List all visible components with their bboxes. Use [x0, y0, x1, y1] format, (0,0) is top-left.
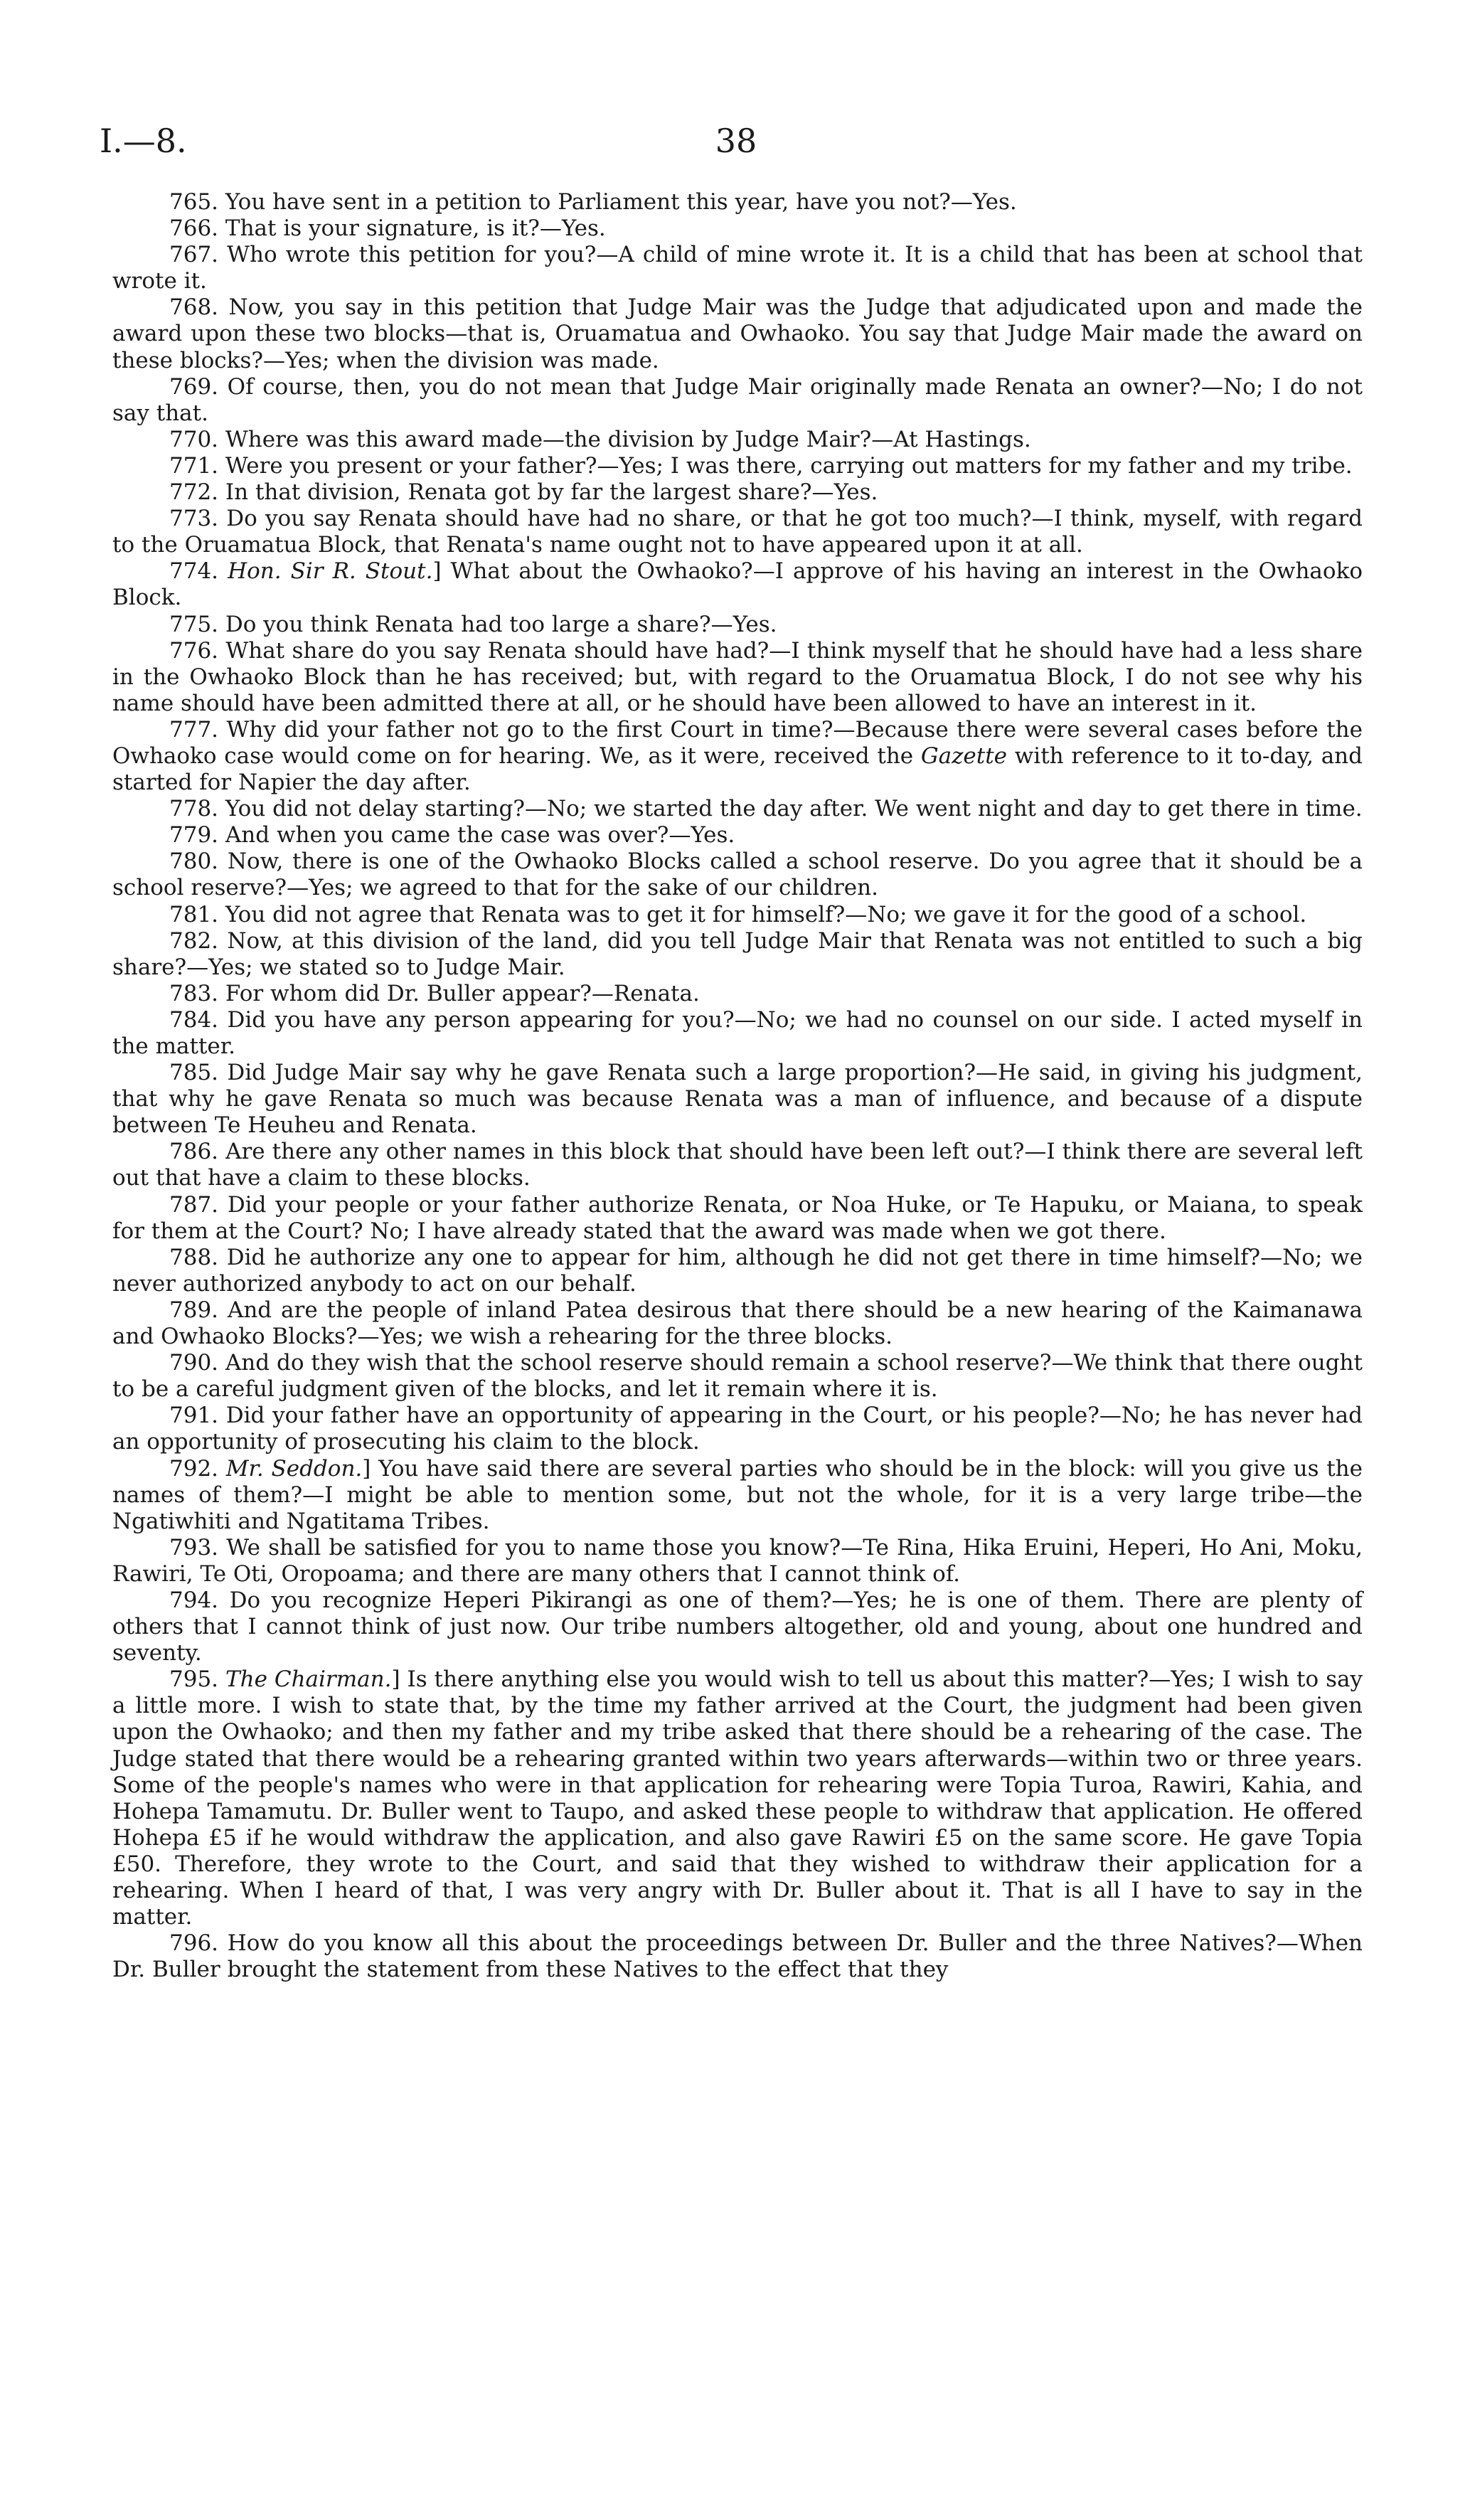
- paragraph-number: 767.: [169, 242, 219, 268]
- answer-text: —When Dr. Buller brought the statement from these Natives to the effect that they: [112, 1930, 1363, 1983]
- answer-text: —No; he has never had an opportunity of prosecuting his claim to the block.: [112, 1403, 1363, 1455]
- paragraph-number: 788.: [169, 1244, 219, 1270]
- paragraph: [112, 506, 1363, 558]
- paragraph-number: 766.: [169, 216, 219, 242]
- question-text: Now, there is one of the Owhaoko Blocks called a school reserve. Do you agree that it should be a school reserve?: [112, 849, 1363, 901]
- answer-text: —No; we never authorized anybody to act on our behalf.: [112, 1244, 1363, 1297]
- paragraph: [112, 612, 1363, 638]
- paragraph-number: 785.: [169, 1060, 219, 1086]
- paragraph: [112, 479, 1363, 506]
- paragraph: [112, 1007, 1363, 1060]
- answer-text: —Yes; we stated so to Judge Mair.: [186, 954, 565, 980]
- paragraph-number: 770.: [169, 426, 219, 452]
- question-text: Of course, then, you do not mean that Judge Mair originally made Renata an owner?: [227, 373, 1202, 400]
- question-text: Do you recognize Heperi Pikirangi as one of them?: [229, 1587, 832, 1613]
- answer-text: —A child of mine wrote it. It is a child that has been at school that wrote it.: [112, 242, 1363, 294]
- answer-text: —I think myself that he should have had a less share in the Owhaoko Block than he has received; but, with regard to the Oruamatua Block, I do not see why his name should have been admitted there at all, or he should have been allowed to have an interest in it.: [112, 637, 1363, 716]
- paragraph: [112, 638, 1363, 717]
- answer-text: —Yes; I was there, carrying out matters for my father and my tribe.: [597, 452, 1353, 479]
- answer-text: —Yes.: [811, 479, 878, 506]
- question-text: For whom did Dr. Buller appear?: [225, 980, 592, 1006]
- paragraph: [112, 1666, 1363, 1930]
- question-text: You did not delay starting?: [225, 796, 525, 822]
- paragraph-number: 775.: [169, 611, 219, 637]
- answer-text: —Yes; we wish a rehearing for the three blocks.: [357, 1324, 893, 1350]
- paragraph: [112, 427, 1363, 453]
- paragraph-number: 776.: [169, 637, 219, 664]
- paragraph: [112, 1245, 1363, 1297]
- answer-text: —No; I do not say that.: [112, 373, 1363, 426]
- paragraph-number: 768.: [169, 294, 219, 321]
- paragraph: [112, 558, 1363, 611]
- question-text: Do you think Renata had too large a share?: [225, 611, 711, 637]
- paragraph: [112, 1192, 1363, 1245]
- paragraph: [112, 1297, 1363, 1350]
- paragraph: [112, 242, 1363, 294]
- answer-text: —I think there are several left out that have a claim to these blocks.: [112, 1139, 1363, 1191]
- answer-text: —At Hastings.: [871, 426, 1031, 452]
- question-text: Were you present or your father?: [225, 452, 597, 479]
- page-header: [100, 119, 1373, 162]
- page-number: 38: [715, 122, 757, 160]
- question-text: Did your father have an opportunity of appearing in the Court, or his people?: [225, 1403, 1099, 1429]
- answer-text: —Because there were several cases before the Owhaoko case would come on for hearing. We, as it were, received the: [112, 716, 1363, 769]
- paragraph: [112, 1060, 1363, 1139]
- paragraph-number: 779.: [169, 822, 219, 849]
- question-text: Now, at this division of the land, did you tell Judge Mair that Renata was not entitled to such a big share?: [112, 927, 1363, 980]
- speaker-name: The Chairman.: [225, 1666, 392, 1693]
- paragraph: [112, 1403, 1363, 1455]
- document-code: I.—8.: [100, 122, 187, 160]
- question-text: Now, you say in this petition that Judge Mair was the Judge that adjudicated upon and made the award upon these two blocks—that is, Oruamatua and Owhaoko. You say that Judge Mair made the award on these blocks?: [112, 294, 1363, 373]
- answer-text: —Yes.: [710, 611, 777, 637]
- answer-continuation: with reference to it to-day, and started for Napier the day after.: [112, 743, 1363, 796]
- paragraph-number: 792.: [169, 1455, 219, 1482]
- paragraph-number: 771.: [169, 452, 219, 479]
- document-body: [112, 189, 1363, 1983]
- question-text: ] Is there anything else you would wish to tell us about this matter?: [391, 1666, 1149, 1693]
- paragraph-number: 783.: [169, 980, 219, 1006]
- answer-text: —Yes.: [669, 822, 735, 849]
- question-text: Are there any other names in this block that should have been left out?: [225, 1139, 1025, 1165]
- paragraph-number: 791.: [169, 1403, 219, 1429]
- answer-text: —No; we started the day after. We went night and day to get there in time.: [524, 796, 1363, 822]
- paragraph: [112, 1350, 1363, 1403]
- italic-term: Gazette: [920, 743, 1008, 769]
- answer-text: —Te Rina, Hika Eruini, Heperi, Ho Ani, Moku, Rawiri, Te Oti, Oropoama; and there are many others that I cannot think of.: [112, 1534, 1363, 1587]
- question-text: Did your people or your father authorize Renata, or Noa Huke, or Te Hapuku, or Maiana, to speak for them at the Court?: [112, 1191, 1363, 1244]
- question-text: In that division, Renata got by far the largest share?: [225, 479, 812, 506]
- answer-text: —I might be able to mention some, but not the whole, for it is a very large tribe—the Ngatiwhiti and Ngatitama Tribes.: [112, 1482, 1363, 1534]
- paragraph-number: 787.: [169, 1191, 219, 1218]
- answer-text: —Yes; I wish to say a little more. I wish to state that, by the time my father arrived at the Court, the judgment had been given upon the Owhaoko; and then my father and my tribe asked that there should be a rehearing of the case. The Judge stated that there would be a rehearing granted within two years afterwards—within two or three years. Some of the people's names who were in that application for rehearing were Topia Turoa, Rawiri, Kahia, and Hohepa Tamamutu. Dr. Buller went to Taupo, and asked these people to withdraw that application. He offered Hohepa £5 if he would withdraw the application, and also gave Rawiri £5 on the same score. He gave Topia £50. Therefore, they wrote to the Court, and said that they wished to withdraw their application for a rehearing. When I heard of that, I was very angry with Dr. Buller about it. That is all I have to say in the matter.: [112, 1666, 1363, 1930]
- question-text: That is your signature, is it?: [225, 216, 540, 242]
- question-text: Why did your father not go to the first Court in time?: [226, 716, 833, 743]
- paragraph-number: 789.: [169, 1297, 219, 1323]
- paragraph: [112, 1139, 1363, 1191]
- paragraph: [112, 928, 1363, 981]
- answer-text: —Yes; he is one of them. There are plenty of others that I cannot think of just now. Our tribe numbers altogether, old and young, about one hundred and seventy.: [112, 1587, 1363, 1666]
- paragraph-number: 795.: [169, 1666, 219, 1693]
- paragraph-number: 784.: [169, 1006, 219, 1033]
- paragraph-number: 781.: [169, 901, 219, 927]
- paragraph: [112, 822, 1363, 849]
- paragraph-number: 782.: [169, 927, 219, 954]
- paragraph: [112, 453, 1363, 479]
- paragraph: [112, 1588, 1363, 1666]
- question-text: Where was this award made—the division by Judge Mair?: [225, 426, 872, 452]
- paragraph-number: 765.: [169, 189, 219, 215]
- paragraph: [112, 981, 1363, 1007]
- question-text: ] What about the Owhaoko?: [432, 558, 753, 585]
- answer-text: —Yes.: [539, 216, 606, 242]
- answer-text: —No; we had no counsel on our side. I acted myself in the matter.: [112, 1006, 1363, 1059]
- answer-text: No; I have already stated that the award was made when we got there.: [363, 1218, 1166, 1244]
- question-text: Did you have any person appearing for you?: [227, 1006, 735, 1033]
- speaker-name: Hon. Sir R. Stout.: [228, 558, 433, 585]
- question-text: ] You have said there are several parties who should be in the block: will you give us the names of them?: [112, 1455, 1363, 1508]
- question-text: And do they wish that the school reserve should remain a school reserve?: [225, 1350, 1052, 1376]
- paragraph-number: 778.: [169, 796, 219, 822]
- paragraph-number: 786.: [169, 1139, 219, 1165]
- paragraph-number: 774.: [169, 558, 219, 585]
- paragraph: [112, 189, 1363, 216]
- answer-text: —I approve of his having an interest in the Owhaoko Block.: [112, 558, 1363, 611]
- answer-text: —No; we gave it for the good of a school.: [845, 901, 1307, 927]
- paragraph-number: 777.: [169, 716, 219, 743]
- question-text: What share do you say Renata should have had?: [225, 637, 769, 664]
- paragraph-number: 773.: [169, 506, 219, 532]
- paragraph: [112, 216, 1363, 242]
- paragraph-number: 780.: [169, 849, 219, 875]
- question-text: Did Judge Mair say why he gave Renata such a large proportion?: [227, 1060, 976, 1086]
- question-text: You have sent in a petition to Parliament this year, have you not?: [225, 189, 951, 215]
- paragraph-number: 790.: [169, 1350, 219, 1376]
- question-text: Did he authorize any one to appear for him, although he did not get there in time himself?: [226, 1244, 1261, 1270]
- paragraph-number: 793.: [169, 1534, 219, 1561]
- question-text: And are the people of inland Patea desirous that there should be a new hearing of the Kaimanawa and Owhaoko Blocks?: [112, 1297, 1363, 1350]
- question-text: Who wrote this petition for you?: [227, 242, 597, 268]
- answer-text: —Yes; when the division was made.: [262, 347, 659, 373]
- paragraph-number: 796.: [169, 1930, 219, 1957]
- question-text: We shall be satisfied for you to name those you know?: [226, 1534, 841, 1561]
- question-text: And when you came the case was over?: [225, 822, 669, 849]
- paragraph-number: 769.: [169, 373, 219, 400]
- answer-text: —Renata.: [591, 980, 700, 1006]
- paragraph: [112, 796, 1363, 822]
- answer-text: —Yes; we agreed to that for the sake of our children.: [287, 875, 878, 901]
- paragraph: [112, 902, 1363, 928]
- question-text: You did not agree that Renata was to get it for himself?: [225, 901, 846, 927]
- answer-text: —We think that there ought to be a careful judgment given of the blocks, and let it remain where it is.: [112, 1350, 1363, 1403]
- paragraph: [112, 849, 1363, 901]
- paragraph: [112, 374, 1363, 427]
- paragraph-number: 772.: [169, 479, 219, 506]
- answer-text: —He said, in giving his judgment, that why he gave Renata so much was because Renata was a man of influence, and because of a dispute between Te Heuheu and Renata.: [112, 1060, 1363, 1139]
- answer-text: —I think, myself, with regard to the Oruamatua Block, that Renata's name ought not to have appeared upon it at all.: [112, 506, 1363, 558]
- answer-text: —Yes.: [950, 189, 1017, 215]
- paragraph: [112, 294, 1363, 373]
- question-text: How do you know all this about the proceedings between Dr. Buller and the three Natives?: [227, 1930, 1277, 1957]
- speaker-name: Mr. Seddon.: [225, 1455, 363, 1482]
- paragraph: [112, 1456, 1363, 1535]
- paragraph-number: 794.: [169, 1587, 219, 1613]
- paragraph: [112, 717, 1363, 796]
- paragraph: [112, 1535, 1363, 1588]
- question-text: Do you say Renata should have had no share, or that he got too much?: [226, 506, 1032, 532]
- paragraph: [112, 1930, 1363, 1983]
